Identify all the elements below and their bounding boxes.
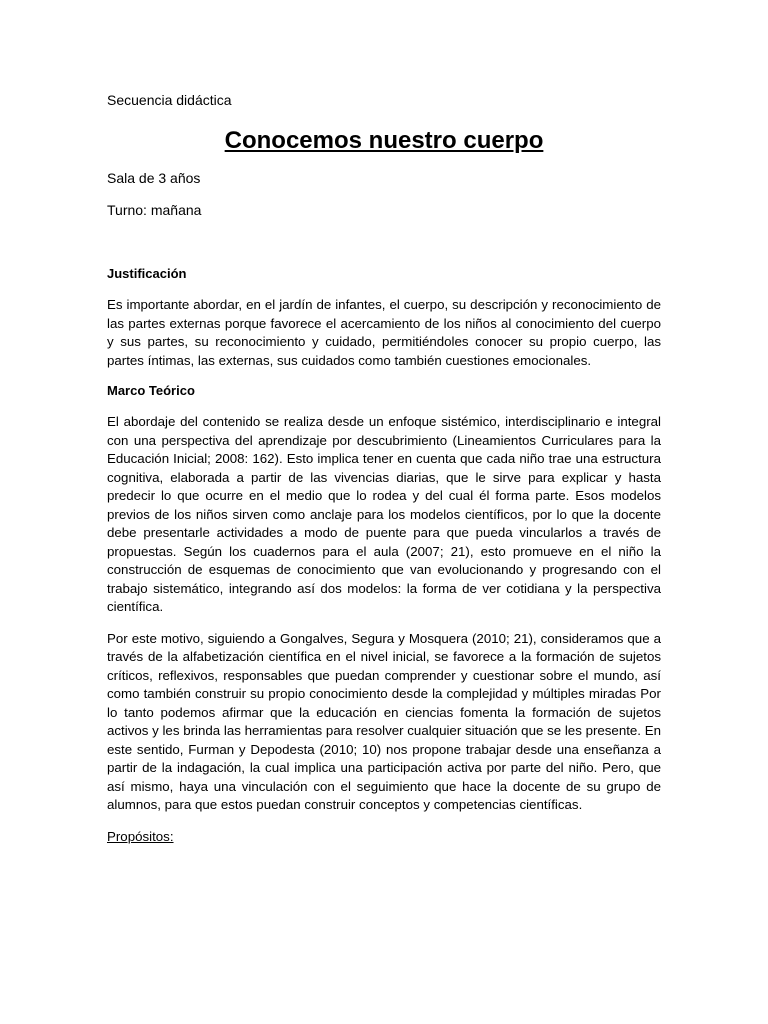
paragraph-marco-teorico-2: Por este motivo, siguiendo a Gongalves, Segura y Mosquera (2010; 21), consideramos que a través de la alfabetización científica en el nivel inicial, se favorece a la formación de sujetos críticos, reflexivos, responsables que puedan comprender y cuestionar sobre el mundo, así como también construir su propio conocimiento desde la complejidad y múltiples miradas Por lo tanto podemos afirmar que la educación en ciencias fomenta la formación de sujetos activos y les brinda las herramientas para resolver cualquier situación que se les presente. En este sentido, Furman y Depodesta (2010; 10) nos propone trabajar desde una enseñanza a partir de la indagación, la cual implica una participación activa por parte del niño. Pero, que así mismo, haya una vinculación con el seguimiento que hace la docente de su grupo de alumnos, para que estos puedan construir conceptos y competencias científicas.: [107, 630, 661, 812]
document-title: Conocemos nuestro cuerpo: [224, 127, 544, 154]
section-heading-propositos: Propósitos:: [107, 828, 174, 844]
paragraph-marco-teorico-1: El abordaje del contenido se realiza desde un enfoque sistémico, interdisciplinario e integral con una perspectiva del aprendizaje por descubrimiento (Lineamientos Curriculares para la Educación Inicial; 2008: 162). Esto implica tener en cuenta que cada niño trae una estructura cognitiva, elaborada a partir de las vivencias diarias, que le sirve para explicar y hasta predecir lo que ocurre en el medio que lo rodea y del cual él forma parte. Esos modelos previos de los niños sirven como anclaje para los modelos científicos, por lo que la docente debe presentarle actividades a modo de puente para que pueda vincularlos a través de propuestas. Según los cuadernos para el aula (2007; 21), esto promueve en el niño la construcción de esquemas de conocimiento que van evolucionando y progresando con el trabajo sistemático, integrando así dos modelos: la forma de ver cotidiana y la perspectiva científica.: [107, 414, 661, 614]
section-heading-justificacion: Justificación: [107, 266, 187, 281]
section-heading-marco-teorico: Marco Teórico: [107, 383, 195, 398]
grade-label: Sala de 3 años: [107, 170, 201, 186]
document-page: [107, 90, 661, 846]
paragraph-justificacion: Es importante abordar, en el jardín de infantes, el cuerpo, su descripción y reconocimiento de las partes externas porque favorece el acercamiento de los niños al conocimiento del cuerpo y sus partes, su reconocimiento y cuidado, permitiéndoles conocer su propio cuerpo, las partes íntimas, las externas, sus cuidados como también cuestiones emocionales.: [107, 297, 661, 368]
document-type: Secuencia didáctica: [107, 92, 232, 108]
shift-label: Turno: mañana: [107, 202, 202, 218]
